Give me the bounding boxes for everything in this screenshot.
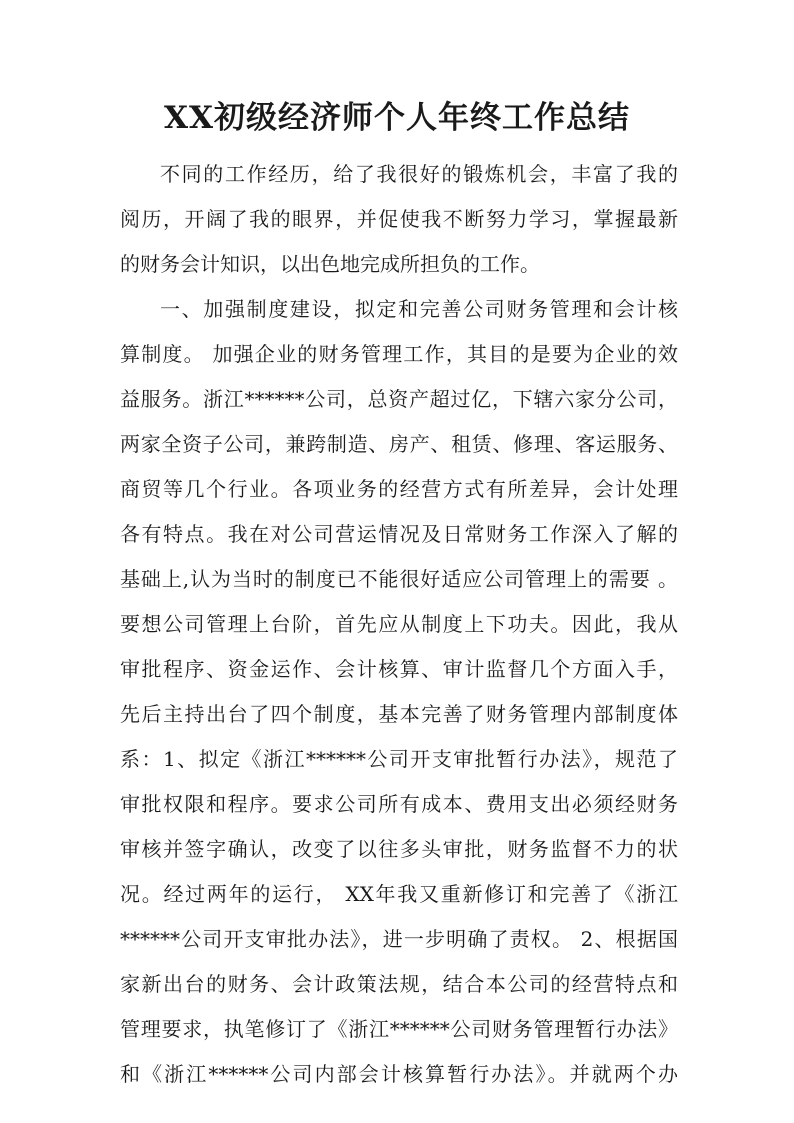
paragraph-line: 一、加强制度建设，拟定和完善公司财务管理和会计核 [160,297,678,321]
paragraph-line: 家新出台的财务、会计政策法规，结合本公司的经营特点和 [120,972,678,996]
paragraph-line: ******公司开支审批办法》，进一步明确了责权。 2、根据国 [120,927,678,951]
paragraph-line: 和《浙江******公司内部会计核算暂行办法》。并就两个办 [120,1062,678,1086]
paragraph-line: 的财务会计知识，以出色地完成所担负的工作。 [120,252,540,276]
paragraph-line: 要想公司管理上台阶，首先应从制度上下功夫。因此，我从 [120,612,678,636]
paragraph-line: 阅历，开阔了我的眼界，并促使我不断努力学习，掌握最新 [120,207,678,231]
paragraph-line: 两家全资子公司，兼跨制造、房产、租赁、修理、客运服务、 [120,432,678,456]
paragraph-line: 商贸等几个行业。各项业务的经营方式有所差异，会计处理 [120,477,678,501]
paragraph-line: 先后主持出台了四个制度，基本完善了财务管理内部制度体 [120,702,678,726]
paragraph-line: 管理要求，执笔修订了《浙江******公司财务管理暂行办法》 [120,1017,678,1041]
document-title: XX初级经济师个人年终工作总结 [163,100,631,136]
paragraph-line: 基础上,认为当时的制度已不能很好适应公司管理上的需要 。 [120,567,678,591]
paragraph-line: 况。经过两年的运行， XX年我又重新修订和完善了《浙江 [120,882,678,906]
paragraph-line: 不同的工作经历，给了我很好的锻炼机会，丰富了我的 [160,162,678,186]
paragraph-line: 算制度。 加强企业的财务管理工作，其目的是要为企业的效 [120,342,678,366]
paragraph-line: 审批权限和程序。要求公司所有成本、费用支出必须经财务 [120,792,678,816]
paragraph-line: 益服务。浙江******公司，总资产超过亿，下辖六家分公司， [120,387,678,411]
paragraph-line: 审核并签字确认，改变了以往多头审批，财务监督不力的状 [120,837,678,861]
paragraph-line: 各有特点。我在对公司营运情况及日常财务工作深入了解的 [120,522,678,546]
paragraph-line: 审批程序、资金运作、会计核算、审计监督几个方面入手， [120,657,678,681]
document-body [120,152,678,1097]
paragraph-line: 系：1、拟定《浙江******公司开支审批暂行办法》，规范了 [120,747,678,771]
